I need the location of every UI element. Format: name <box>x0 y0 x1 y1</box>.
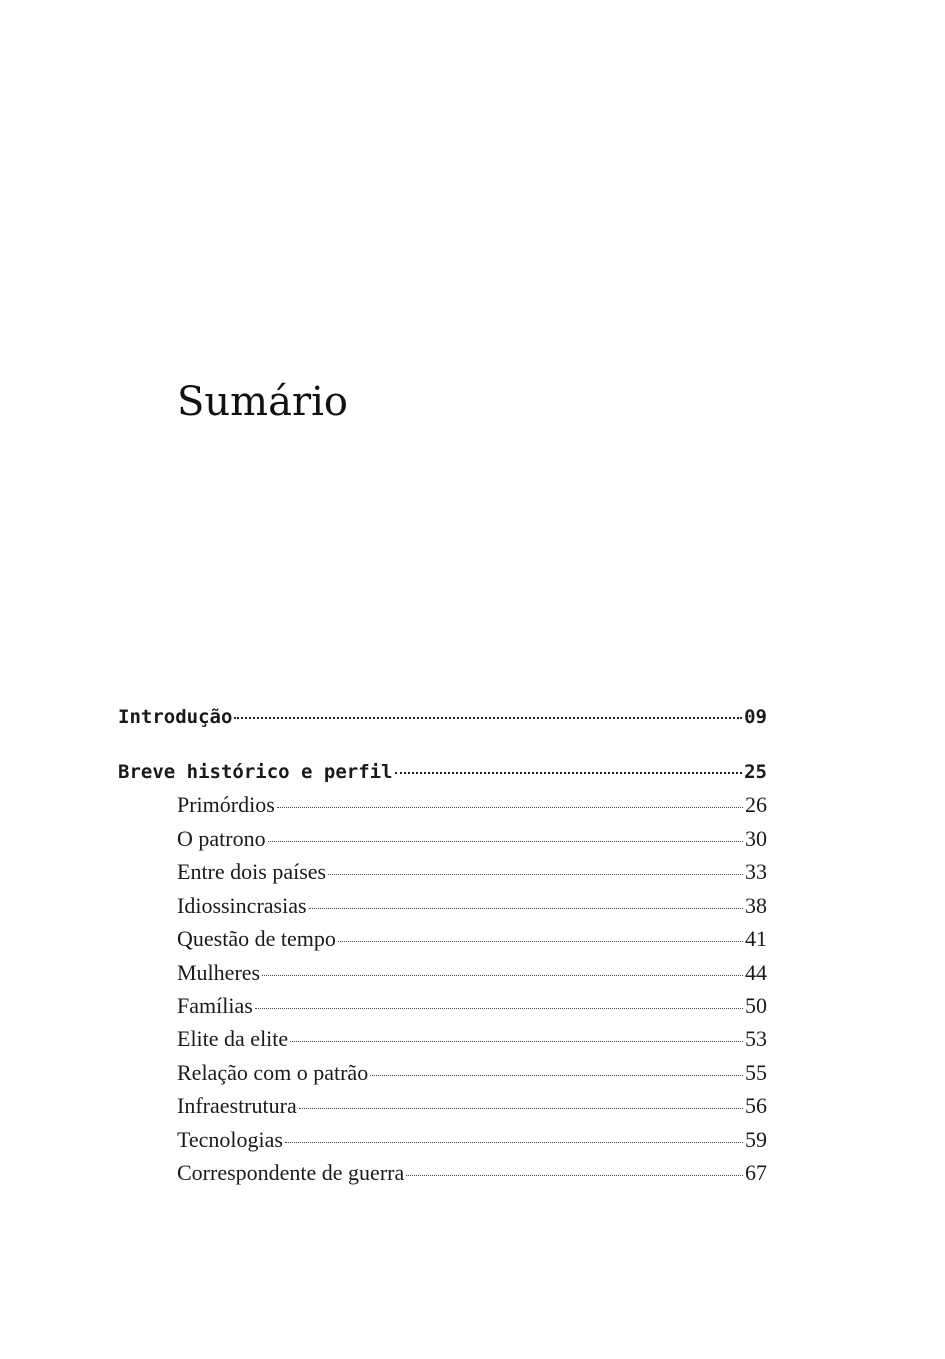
toc-entry-title: Relação com o patrão <box>177 1060 369 1085</box>
toc-section-primordios[interactable] <box>177 788 767 822</box>
toc-entry-page: 33 <box>745 859 767 884</box>
toc-entry-page: 59 <box>745 1127 767 1152</box>
toc-entry-page: 30 <box>745 826 767 851</box>
toc-entry-page: 67 <box>745 1160 767 1185</box>
toc-section-relacao-com-o-patrao[interactable] <box>177 1056 767 1090</box>
toc-entry-page: 09 <box>744 706 767 728</box>
toc-chapter-introducao[interactable] <box>118 700 767 734</box>
dot-leader <box>395 772 743 774</box>
toc-section-idiossincrasias[interactable] <box>177 889 767 923</box>
toc-entry-page: 53 <box>745 1026 767 1051</box>
toc-entry-title: O patrono <box>177 826 266 851</box>
toc-entry-title: Entre dois países <box>177 859 327 884</box>
toc-entry-page: 44 <box>745 960 767 985</box>
toc-section-o-patrono[interactable] <box>177 822 767 856</box>
dot-leader <box>262 975 743 976</box>
toc-entry-title: Idiossincrasias <box>177 893 307 918</box>
toc-entry-title: Introdução <box>118 706 233 728</box>
dot-leader <box>328 874 743 875</box>
toc-entry-title: Primórdios <box>177 792 275 817</box>
toc-entry-page: 55 <box>745 1060 767 1085</box>
dot-leader <box>234 717 742 719</box>
toc-entry-page: 25 <box>744 761 767 783</box>
toc-entry-page: 50 <box>745 993 767 1018</box>
toc-section-elite-da-elite[interactable] <box>177 1022 767 1056</box>
dot-leader <box>277 807 743 808</box>
toc-entry-title: Questão de tempo <box>177 926 336 951</box>
toc-section-entre-dois-paises[interactable] <box>177 855 767 889</box>
toc-section-mulheres[interactable] <box>177 956 767 990</box>
toc-chapter-breve-historico[interactable] <box>118 755 767 789</box>
toc-entry-page: 38 <box>745 893 767 918</box>
toc-entry-title: Elite da elite <box>177 1026 289 1051</box>
dot-leader <box>309 908 743 909</box>
dot-leader <box>370 1075 743 1076</box>
dot-leader <box>406 1175 743 1176</box>
dot-leader <box>290 1041 743 1042</box>
toc-section-infraestrutura[interactable] <box>177 1089 767 1123</box>
dot-leader <box>299 1108 743 1109</box>
toc-entry-title: Infraestrutura <box>177 1093 297 1118</box>
page-title: Sumário <box>177 379 348 425</box>
toc-entry-page: 41 <box>745 926 767 951</box>
toc-entry-title: Breve histórico e perfil <box>118 761 393 783</box>
toc-entry-title: Tecnologias <box>177 1127 283 1152</box>
toc-section-familias[interactable] <box>177 989 767 1023</box>
dot-leader <box>268 841 743 842</box>
toc-entry-title: Correspondente de guerra <box>177 1160 405 1185</box>
toc-section-correspondente-de-guerra[interactable] <box>177 1156 767 1190</box>
dot-leader <box>338 941 743 942</box>
toc-section-questao-de-tempo[interactable] <box>177 922 767 956</box>
toc-section-tecnologias[interactable] <box>177 1123 767 1157</box>
dot-leader <box>285 1142 743 1143</box>
toc-entry-title: Mulheres <box>177 960 261 985</box>
toc-entry-page: 26 <box>745 792 767 817</box>
toc-entry-title: Famílias <box>177 993 253 1018</box>
toc-entry-page: 56 <box>745 1093 767 1118</box>
dot-leader <box>255 1008 743 1009</box>
